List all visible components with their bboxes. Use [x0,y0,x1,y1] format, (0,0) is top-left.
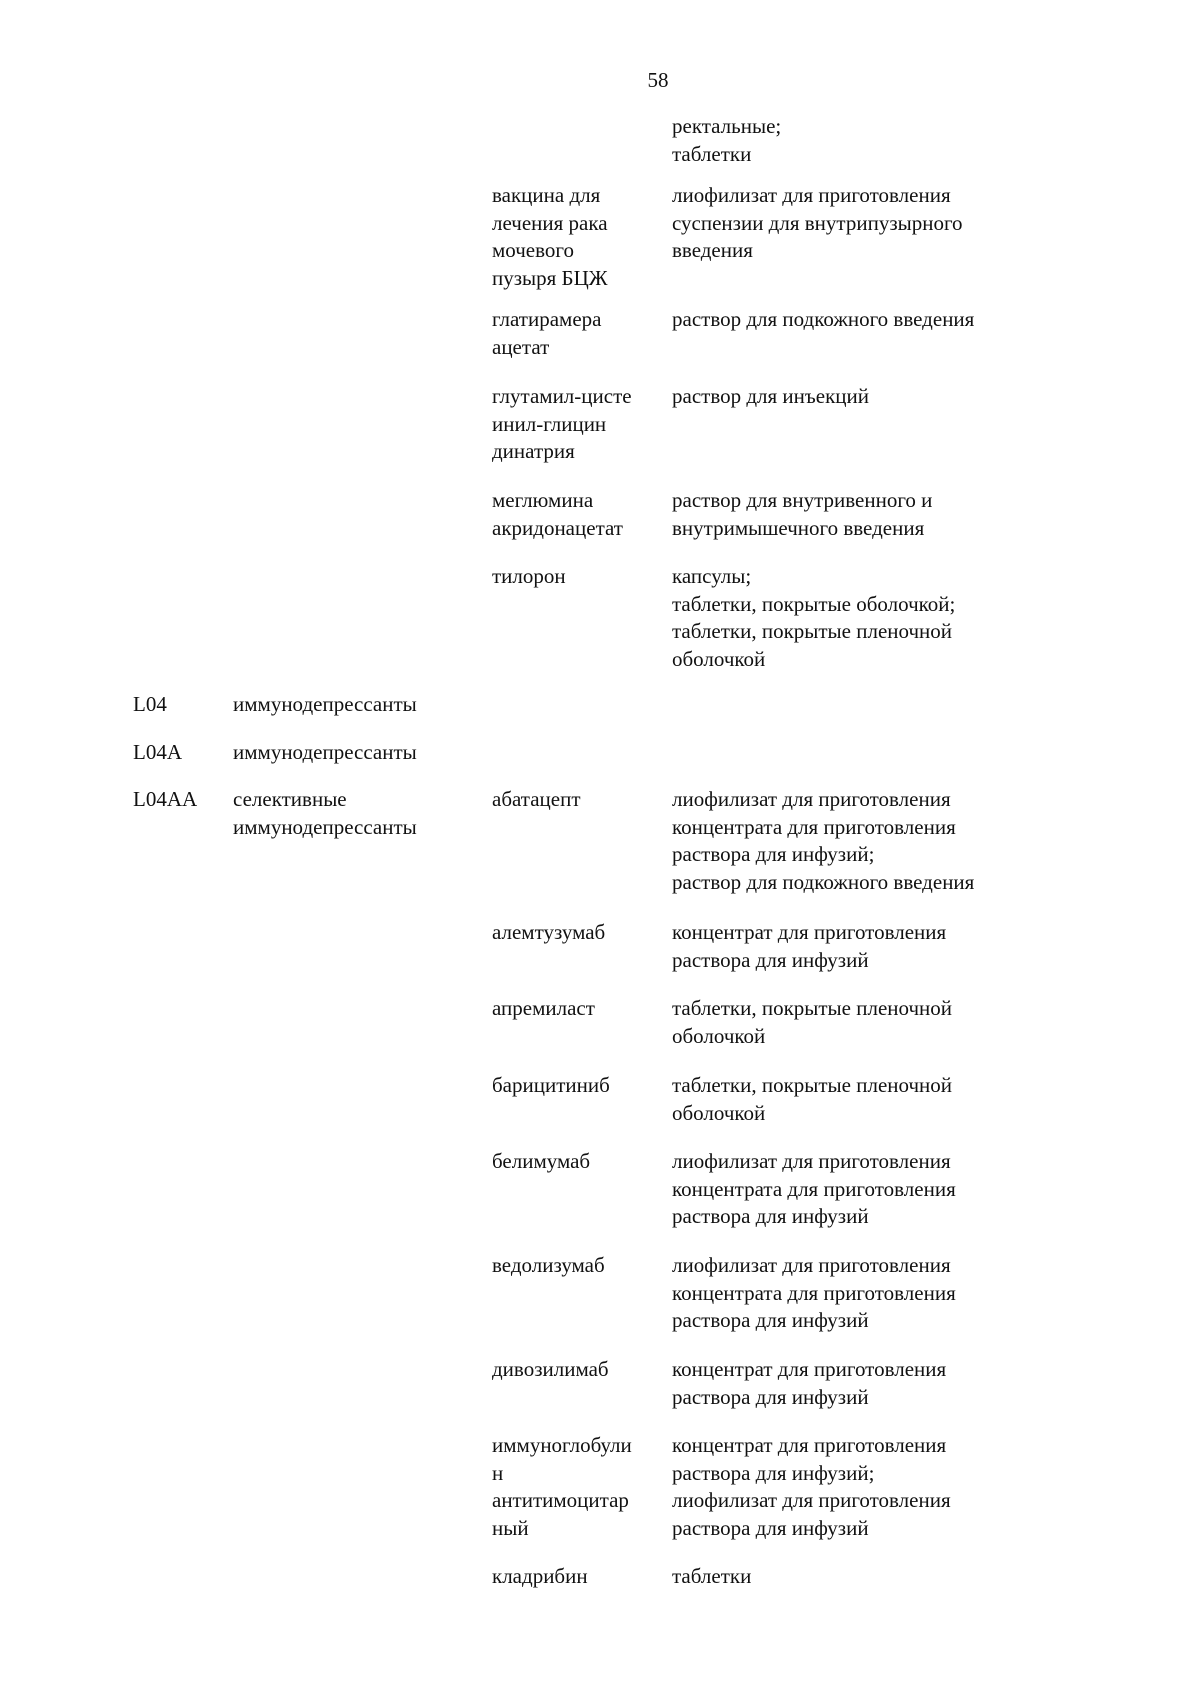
drug-name-line: динатрия [492,439,575,463]
dosage-form-line: раствора для инфузий [672,1308,869,1332]
dosage-form-line: концентрат для приготовления [672,920,947,944]
dosage-form-line: концентрат для приготовления [672,1357,947,1381]
dosage-form-line: суспензии для внутрипузырного [672,210,963,235]
drug-name-line: иммуноглобули [492,1433,632,1457]
atc-group-line: селективные [233,787,347,811]
drug-name-line: лечения рака [492,210,608,235]
table-row [0,1252,1200,1356]
dosage-form-line: внутримышечного введения [672,515,925,540]
dosage-form-cell [672,1252,1042,1335]
dosage-form-line: капсулы; [672,564,752,588]
drug-name-line: мочевого [492,238,574,262]
table-row [0,691,1200,739]
drug-name-line: дивозилимаб [492,1357,609,1381]
atc-code-cell [133,786,223,814]
table-row [0,995,1200,1072]
drug-name-cell [492,786,664,814]
drug-name-cell [492,383,664,466]
dosage-form-line: раствора для инфузий [672,1204,869,1228]
drug-name-line: н [492,1460,504,1485]
table-row [0,383,1200,487]
table-row [0,739,1200,786]
table-row [0,182,1200,306]
drug-name-cell [492,1432,664,1542]
dosage-form-line: введения [672,238,753,262]
table-row [0,113,1200,182]
dosage-form-line: раствор для подкожного введения [672,869,975,894]
atc-code: L04AA [133,787,198,811]
dosage-form-line: таблетки [672,1564,752,1588]
dosage-form-line: оболочкой [672,1023,766,1048]
atc-group-cell [233,786,473,841]
drug-name-cell [492,306,664,361]
dosage-form-line: ректальные; [672,114,782,138]
dosage-form-line: таблетки, покрытые пленочной [672,1073,953,1097]
drug-name-cell [492,563,664,591]
page-number: 58 [647,68,669,92]
drug-name-line: ный [492,1515,529,1540]
dosage-form-line: таблетки, покрытые пленочной [672,996,953,1020]
dosage-form-line: оболочкой [672,1100,766,1125]
dosage-form-cell [672,487,1042,542]
table-row [0,1072,1200,1148]
atc-group-cell [233,739,473,767]
dosage-form-line: раствора для инфузий; [672,1460,875,1485]
drug-name-line: тилорон [492,564,566,588]
dosage-form-line: раствор для внутривенного и [672,488,933,512]
dosage-form-cell [672,182,1042,265]
drug-name-line: инил-глицин [492,411,607,436]
dosage-form-cell [672,1432,1042,1542]
dosage-form-cell [672,1563,1042,1591]
drug-name-line: глатирамера [492,307,602,331]
dosage-form-cell [672,1072,1042,1127]
drug-name-line: глутамил-цисте [492,384,632,408]
drug-name-cell [492,182,664,292]
table-row [0,1356,1200,1432]
drug-name-line: акридонацетат [492,515,623,540]
table-row [0,919,1200,995]
dosage-form-line: лиофилизат для приготовления [672,1488,951,1512]
dosage-form-cell [672,995,1042,1050]
table-row [0,1432,1200,1563]
atc-group-line: иммунодепрессанты [233,692,417,716]
dosage-form-line: концентрат для приготовления [672,1433,947,1457]
atc-code-cell [133,691,223,719]
dosage-form-cell [672,919,1042,974]
dosage-form-cell [672,1356,1042,1411]
drug-name-line: меглюмина [492,488,594,512]
atc-group-cell [233,691,473,719]
atc-code-cell [133,739,223,767]
dosage-form-cell [672,563,1042,673]
drug-name-cell [492,1356,664,1384]
drug-name-line: апремиласт [492,996,595,1020]
dosage-form-line: раствора для инфузий [672,1515,869,1540]
dosage-form-line: лиофилизат для приготовления [672,1149,951,1173]
table-row [0,1148,1200,1252]
dosage-form-line: раствора для инфузий [672,1384,869,1409]
drug-name-cell [492,487,664,542]
dosage-form-cell [672,1148,1042,1231]
dosage-form-cell [672,786,1042,896]
drug-name-cell [492,1252,664,1280]
dosage-form-line: раствора для инфузий [672,947,869,972]
drug-name-line: антитимоцитар [492,1488,629,1512]
drug-name-line: алемтузумаб [492,920,606,944]
drug-name-cell [492,995,664,1023]
drug-name-line: абатацепт [492,787,581,811]
atc-group-line: иммунодепрессанты [233,740,417,764]
dosage-form-cell [672,113,1042,168]
drug-name-cell [492,919,664,947]
drug-name-cell [492,1563,664,1591]
dosage-form-line: лиофилизат для приготовления [672,787,951,811]
medication-table [0,113,1200,1603]
table-row [0,786,1200,919]
dosage-form-cell [672,383,1042,411]
drug-name-line: ацетат [492,334,550,359]
dosage-form-line: концентрата для приготовления [672,1176,956,1201]
drug-name-line: ведолизумаб [492,1253,605,1277]
dosage-form-line: таблетки, покрытые оболочкой; [672,591,956,616]
drug-name-line: белимумаб [492,1149,591,1173]
atc-code: L04 [133,692,167,716]
dosage-form-line: раствор для инъекций [672,384,869,408]
table-row [0,1563,1200,1603]
dosage-form-line: оболочкой [672,646,766,671]
drug-name-cell [492,1148,664,1176]
table-row [0,306,1200,383]
table-row [0,563,1200,691]
drug-name-line: пузыря БЦЖ [492,265,608,290]
atc-group-line: иммунодепрессанты [233,814,417,839]
atc-code: L04A [133,740,182,764]
dosage-form-line: таблетки, покрытые пленочной [672,619,953,643]
dosage-form-cell [672,306,1042,334]
dosage-form-line: раствор для подкожного введения [672,307,975,331]
table-row [0,487,1200,563]
drug-name-line: кладрибин [492,1564,588,1588]
dosage-form-line: лиофилизат для приготовления [672,1253,951,1277]
dosage-form-line: раствора для инфузий; [672,842,875,866]
dosage-form-line: лиофилизат для приготовления [672,183,951,207]
dosage-form-line: концентрата для приготовления [672,1280,956,1305]
drug-name-cell [492,1072,664,1100]
dosage-form-line: таблетки [672,141,752,166]
dosage-form-line: концентрата для приготовления [672,814,956,839]
drug-name-line: барицитиниб [492,1073,610,1097]
drug-name-line: вакцина для [492,183,601,207]
